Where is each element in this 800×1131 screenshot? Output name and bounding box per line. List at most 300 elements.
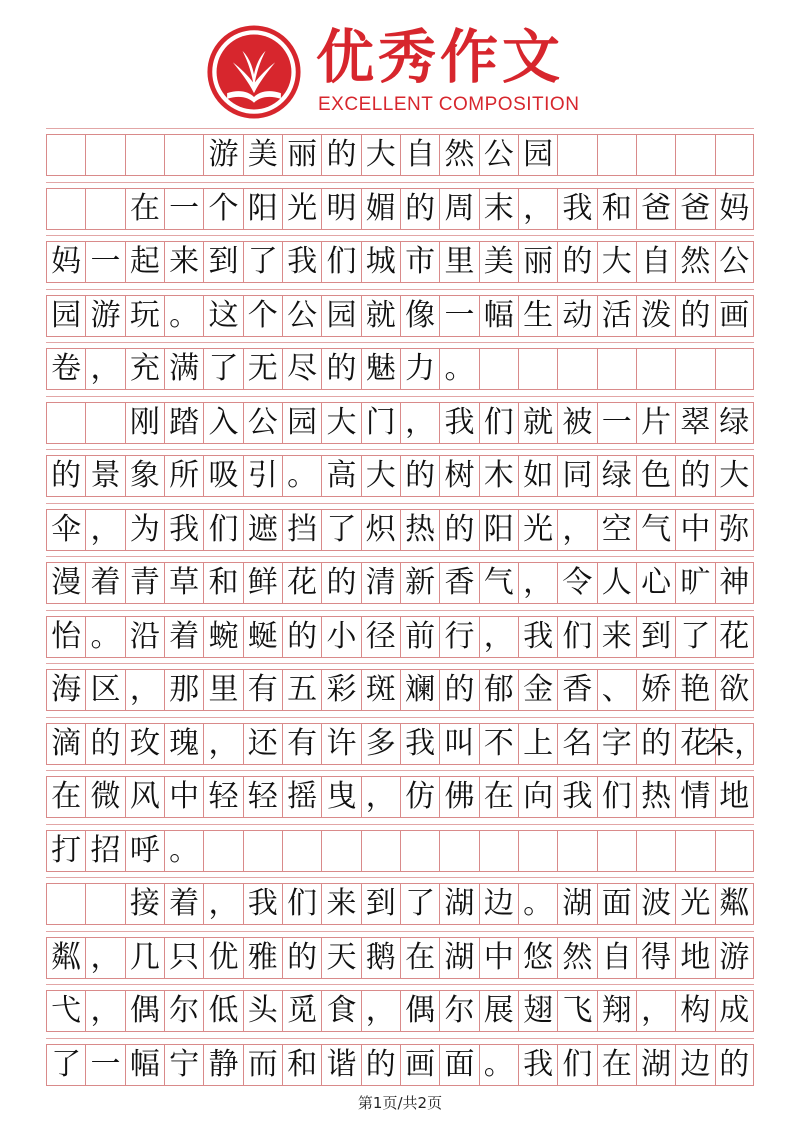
grid-cell: 的 [321,348,360,390]
grid-cell: 偶 [125,990,164,1032]
grid-cell: 到 [203,241,242,283]
grid-cell: 低 [203,990,242,1032]
grid-cell: 的 [46,455,85,497]
grid-cell: 我 [557,188,596,230]
grid-cell: 静 [203,1044,242,1086]
grid-cell: 我 [518,1044,557,1086]
grid-cell: 美 [479,241,518,283]
grid-cell: 和 [282,1044,321,1086]
grid-cell: 尔 [439,990,478,1032]
essay-line [46,134,754,176]
grid-cell: 的 [282,937,321,979]
grid-cell: 而 [243,1044,282,1086]
grid-cell: 怡 [46,616,85,658]
essay-line [46,562,754,604]
grid-cell: 的 [675,295,714,337]
grid-cell: 区 [85,669,124,711]
grid-cell: 新 [400,562,439,604]
grid-cell: 一 [439,295,478,337]
essay-line [46,509,754,551]
grid-cell: 幅 [125,1044,164,1086]
grid-cell [479,348,518,390]
grid-cell: 光 [282,188,321,230]
grid-cell: 瑰 [164,723,203,765]
grid-cell: 艳 [675,669,714,711]
grid-cell [85,883,124,925]
grid-cell: 香 [439,562,478,604]
grid-cell: 弥 [715,509,754,551]
grid-cell: 情 [675,776,714,818]
grid-cell: 踏 [164,402,203,444]
grid-cell: 。 [164,830,203,872]
grid-cell [518,830,557,872]
grid-cell: 魅 [361,348,400,390]
grid-cell: 我 [243,883,282,925]
grid-cell: 天 [321,937,360,979]
grid-cell: 入 [203,402,242,444]
grid-cell: 向 [518,776,557,818]
essay-line [46,1044,754,1086]
grid-cell [636,134,675,176]
grid-cell: 的 [361,1044,400,1086]
grid-cell [715,348,754,390]
grid-cell: 花 [715,616,754,658]
grid-cell: 然 [675,241,714,283]
grid-cell [715,134,754,176]
grid-cell: 构 [675,990,714,1032]
grid-cell: 花 [282,562,321,604]
grid-cell: 朵， [715,723,754,765]
grid-cell: 一 [164,188,203,230]
grid-cell [557,348,596,390]
grid-cell [361,830,400,872]
grid-cell: 和 [203,562,242,604]
grid-cell [282,830,321,872]
grid-cell: 来 [321,883,360,925]
grid-cell: ， [85,348,124,390]
grid-cell: 接 [125,883,164,925]
grid-cell: 叫 [439,723,478,765]
grid-cell: ， [125,669,164,711]
grid-cell: 丽 [518,241,557,283]
essay-line [46,348,754,390]
grid-cell: 弋 [46,990,85,1032]
grid-cell [321,830,360,872]
grid-cell: 城 [361,241,400,283]
grid-cell: 成 [715,990,754,1032]
grid-cell: 着 [164,883,203,925]
grid-cell [85,402,124,444]
grid-cell: 尔 [164,990,203,1032]
grid-cell: 一 [85,1044,124,1086]
grid-cell: 大 [597,241,636,283]
grid-cell: 的 [400,455,439,497]
grid-cell: 宁 [164,1044,203,1086]
grid-cell: 妈 [46,241,85,283]
grid-cell: 面 [597,883,636,925]
grid-cell: 、 [597,669,636,711]
grid-cell: 地 [715,776,754,818]
grid-cell [636,830,675,872]
grid-cell: 清 [361,562,400,604]
grid-cell: 公 [282,295,321,337]
grid-cell: 粼 [715,883,754,925]
grid-cell [675,830,714,872]
grid-cell: 蜿 [203,616,242,658]
grid-cell [439,830,478,872]
grid-cell: 园 [46,295,85,337]
grid-cell: 我 [164,509,203,551]
grid-cell: 同 [557,455,596,497]
grid-cell: 无 [243,348,282,390]
grid-cell: 佛 [439,776,478,818]
grid-cell: 引 [243,455,282,497]
grid-cell: 满 [164,348,203,390]
grid-cell [125,134,164,176]
grid-cell: 空 [597,509,636,551]
grid-cell: 园 [282,402,321,444]
grid-cell: 来 [164,241,203,283]
grid-cell: 阳 [479,509,518,551]
grid-cell [164,134,203,176]
grid-cell: 鲜 [243,562,282,604]
grid-cell: 名 [557,723,596,765]
grid-cell: 翅 [518,990,557,1032]
essay-line [46,990,754,1032]
grid-cell: 我 [518,616,557,658]
grid-cell: 着 [164,616,203,658]
grid-cell: 行 [439,616,478,658]
grid-cell [85,134,124,176]
grid-cell: 草 [164,562,203,604]
grid-cell [243,830,282,872]
grid-cell: 力 [400,348,439,390]
grid-cell [557,134,596,176]
grid-cell: 的 [321,134,360,176]
grid-cell: 展 [479,990,518,1032]
grid-cell: 到 [636,616,675,658]
brand-title: 优秀作文 [316,23,565,91]
grid-cell: 妈 [715,188,754,230]
grid-cell: 一 [85,241,124,283]
grid-cell: 令 [557,562,596,604]
grid-cell: 光 [518,509,557,551]
grid-cell [46,134,85,176]
grid-cell: 的 [715,1044,754,1086]
essay-line [46,455,754,497]
grid-cell: 波 [636,883,675,925]
page-header [0,0,800,128]
brand-subtitle: EXCELLENT COMPOSITION [318,94,580,115]
grid-cell: 一 [597,402,636,444]
grid-cell: 气 [636,509,675,551]
essay-line [46,616,754,658]
grid-cell: ， [85,937,124,979]
grid-cell: 的 [439,669,478,711]
grid-cell: 们 [557,1044,596,1086]
grid-cell: 湖 [636,1044,675,1086]
grid-cell: 们 [597,776,636,818]
grid-cell: 的 [439,509,478,551]
grid-cell: 我 [557,776,596,818]
grid-cell: 美 [243,134,282,176]
grid-cell: ， [85,509,124,551]
grid-cell: 然 [439,134,478,176]
grid-cell: 门 [361,402,400,444]
grid-cell: 郁 [479,669,518,711]
grid-cell: 爸 [675,188,714,230]
grid-cell: 花 [675,723,714,765]
grid-cell: 得 [636,937,675,979]
grid-cell: 个 [203,188,242,230]
grid-cell: 了 [203,348,242,390]
grid-cell: 了 [675,616,714,658]
grid-cell: 画 [715,295,754,337]
grid-cell: 的 [636,723,675,765]
grid-cell: 地 [675,937,714,979]
essay-line [46,937,754,979]
grid-cell [203,830,242,872]
grid-cell: 绿 [597,455,636,497]
grid-cell: 中 [479,937,518,979]
grid-cell: 人 [597,562,636,604]
grid-cell: 滴 [46,723,85,765]
grid-cell: 招 [85,830,124,872]
grid-cell: 的 [85,723,124,765]
grid-cell: 园 [321,295,360,337]
grid-cell: 食 [321,990,360,1032]
grid-cell: 绿 [715,402,754,444]
grid-cell: ， [203,883,242,925]
grid-cell: 像 [400,295,439,337]
grid-cell: 我 [400,723,439,765]
grid-cell: 偶 [400,990,439,1032]
grid-cell: 被 [557,402,596,444]
grid-cell: 所 [164,455,203,497]
grid-cell: 几 [125,937,164,979]
grid-cell: 那 [164,669,203,711]
grid-cell: 。 [518,883,557,925]
grid-cell: 光 [675,883,714,925]
grid-cell [597,348,636,390]
grid-cell: 。 [164,295,203,337]
grid-cell: 粼 [46,937,85,979]
grid-cell: 的 [400,188,439,230]
grid-cell: 不 [479,723,518,765]
grid-cell [46,188,85,230]
grid-cell: 的 [282,616,321,658]
grid-cell: 五 [282,669,321,711]
grid-cell: 刚 [125,402,164,444]
grid-cell: 起 [125,241,164,283]
grid-cell: 漫 [46,562,85,604]
grid-cell: 了 [321,509,360,551]
grid-cell: 风 [125,776,164,818]
grid-cell: 市 [400,241,439,283]
grid-cell [557,830,596,872]
grid-cell: 湖 [439,937,478,979]
grid-cell: 玩 [125,295,164,337]
grid-cell: 径 [361,616,400,658]
grid-cell: 阳 [243,188,282,230]
grid-cell: 旷 [675,562,714,604]
grid-cell: 心 [636,562,675,604]
grid-cell: 热 [400,509,439,551]
grid-cell [85,188,124,230]
grid-cell: 边 [675,1044,714,1086]
grid-cell: 挡 [282,509,321,551]
grid-cell: 就 [518,402,557,444]
grid-cell: ， [479,616,518,658]
grid-cell: 然 [557,937,596,979]
grid-cell: 悠 [518,937,557,979]
grid-cell [597,830,636,872]
grid-cell: 色 [636,455,675,497]
essay-grid-paper [46,134,765,1097]
grid-cell: 泼 [636,295,675,337]
grid-cell: 多 [361,723,400,765]
grid-cell: 明 [321,188,360,230]
grid-cell: 了 [243,241,282,283]
grid-cell: 活 [597,295,636,337]
grid-cell: 在 [479,776,518,818]
grid-cell: 中 [675,509,714,551]
grid-cell: 园 [518,134,557,176]
grid-cell: 斓 [400,669,439,711]
grid-cell: ， [85,990,124,1032]
grid-cell: 金 [518,669,557,711]
grid-cell: 。 [85,616,124,658]
grid-cell: 大 [321,402,360,444]
grid-cell: 在 [597,1044,636,1086]
grid-cell: 。 [282,455,321,497]
grid-cell: 轻 [243,776,282,818]
grid-cell: 周 [439,188,478,230]
grid-cell: 微 [85,776,124,818]
essay-line [46,830,754,872]
grid-cell: ， [203,723,242,765]
essay-line [46,883,754,925]
grid-cell: 们 [557,616,596,658]
grid-cell: 彩 [321,669,360,711]
essay-line [46,669,754,711]
grid-cell [715,830,754,872]
grid-cell: 海 [46,669,85,711]
grid-cell: 许 [321,723,360,765]
grid-cell: 自 [636,241,675,283]
grid-cell: 炽 [361,509,400,551]
grid-cell: 大 [715,455,754,497]
grid-cell: ， [636,990,675,1032]
grid-cell: 动 [557,295,596,337]
grid-cell: 欲 [715,669,754,711]
grid-cell: 了 [400,883,439,925]
grid-cell: 的 [675,455,714,497]
grid-cell: 媚 [361,188,400,230]
grid-cell: 尽 [282,348,321,390]
grid-cell: 象 [125,455,164,497]
grid-cell: 们 [321,241,360,283]
grid-cell: 。 [439,348,478,390]
grid-cell: 蜒 [243,616,282,658]
grid-cell: 个 [243,295,282,337]
grid-cell: 香 [557,669,596,711]
grid-cell: 的 [557,241,596,283]
grid-cell: 有 [282,723,321,765]
grid-cell: 游 [85,295,124,337]
grid-cell: 。 [479,1044,518,1086]
grid-cell: 到 [361,883,400,925]
grid-cell: 高 [321,455,360,497]
grid-cell: 这 [203,295,242,337]
grid-cell: 轻 [203,776,242,818]
grid-cell: 雅 [243,937,282,979]
essay-line [46,776,754,818]
grid-cell: 来 [597,616,636,658]
grid-cell: 了 [46,1044,85,1086]
grid-cell: 如 [518,455,557,497]
grid-cell: 公 [243,402,282,444]
grid-cell: 在 [46,776,85,818]
essay-line [46,241,754,283]
grid-cell [46,883,85,925]
grid-cell: 树 [439,455,478,497]
grid-cell: 边 [479,883,518,925]
grid-cell: 和 [597,188,636,230]
grid-cell: 摇 [282,776,321,818]
grid-cell: 游 [203,134,242,176]
grid-cell: 娇 [636,669,675,711]
grid-cell: 里 [439,241,478,283]
grid-cell: ， [557,509,596,551]
grid-cell: 头 [243,990,282,1032]
grid-cell: 打 [46,830,85,872]
grid-cell: 景 [85,455,124,497]
grid-cell: 遮 [243,509,282,551]
grid-cell: 木 [479,455,518,497]
essay-line [46,295,754,337]
grid-cell: 们 [479,402,518,444]
grid-cell: 还 [243,723,282,765]
grid-cell: ， [361,776,400,818]
grid-cell: 优 [203,937,242,979]
essay-line [46,188,754,230]
grid-cell: 我 [282,241,321,283]
grid-cell: 自 [597,937,636,979]
grid-cell: 卷 [46,348,85,390]
grid-cell: 伞 [46,509,85,551]
grid-cell: 游 [715,937,754,979]
grid-cell: 沿 [125,616,164,658]
grid-cell: 充 [125,348,164,390]
grid-cell: 公 [715,241,754,283]
page-number: 第1页/共2页 [357,1094,443,1112]
grid-cell: 谐 [321,1044,360,1086]
grid-cell: 就 [361,295,400,337]
grid-cell: 有 [243,669,282,711]
grid-cell: 里 [203,669,242,711]
grid-cell: 自 [400,134,439,176]
grid-cell: 生 [518,295,557,337]
grid-cell: ， [518,188,557,230]
grid-cell: ， [400,402,439,444]
grid-cell: 湖 [557,883,596,925]
grid-cell: 大 [361,134,400,176]
book-flame-logo-icon [206,24,302,120]
grid-cell: 们 [282,883,321,925]
grid-cell: ， [361,990,400,1032]
grid-cell: 鹅 [361,937,400,979]
